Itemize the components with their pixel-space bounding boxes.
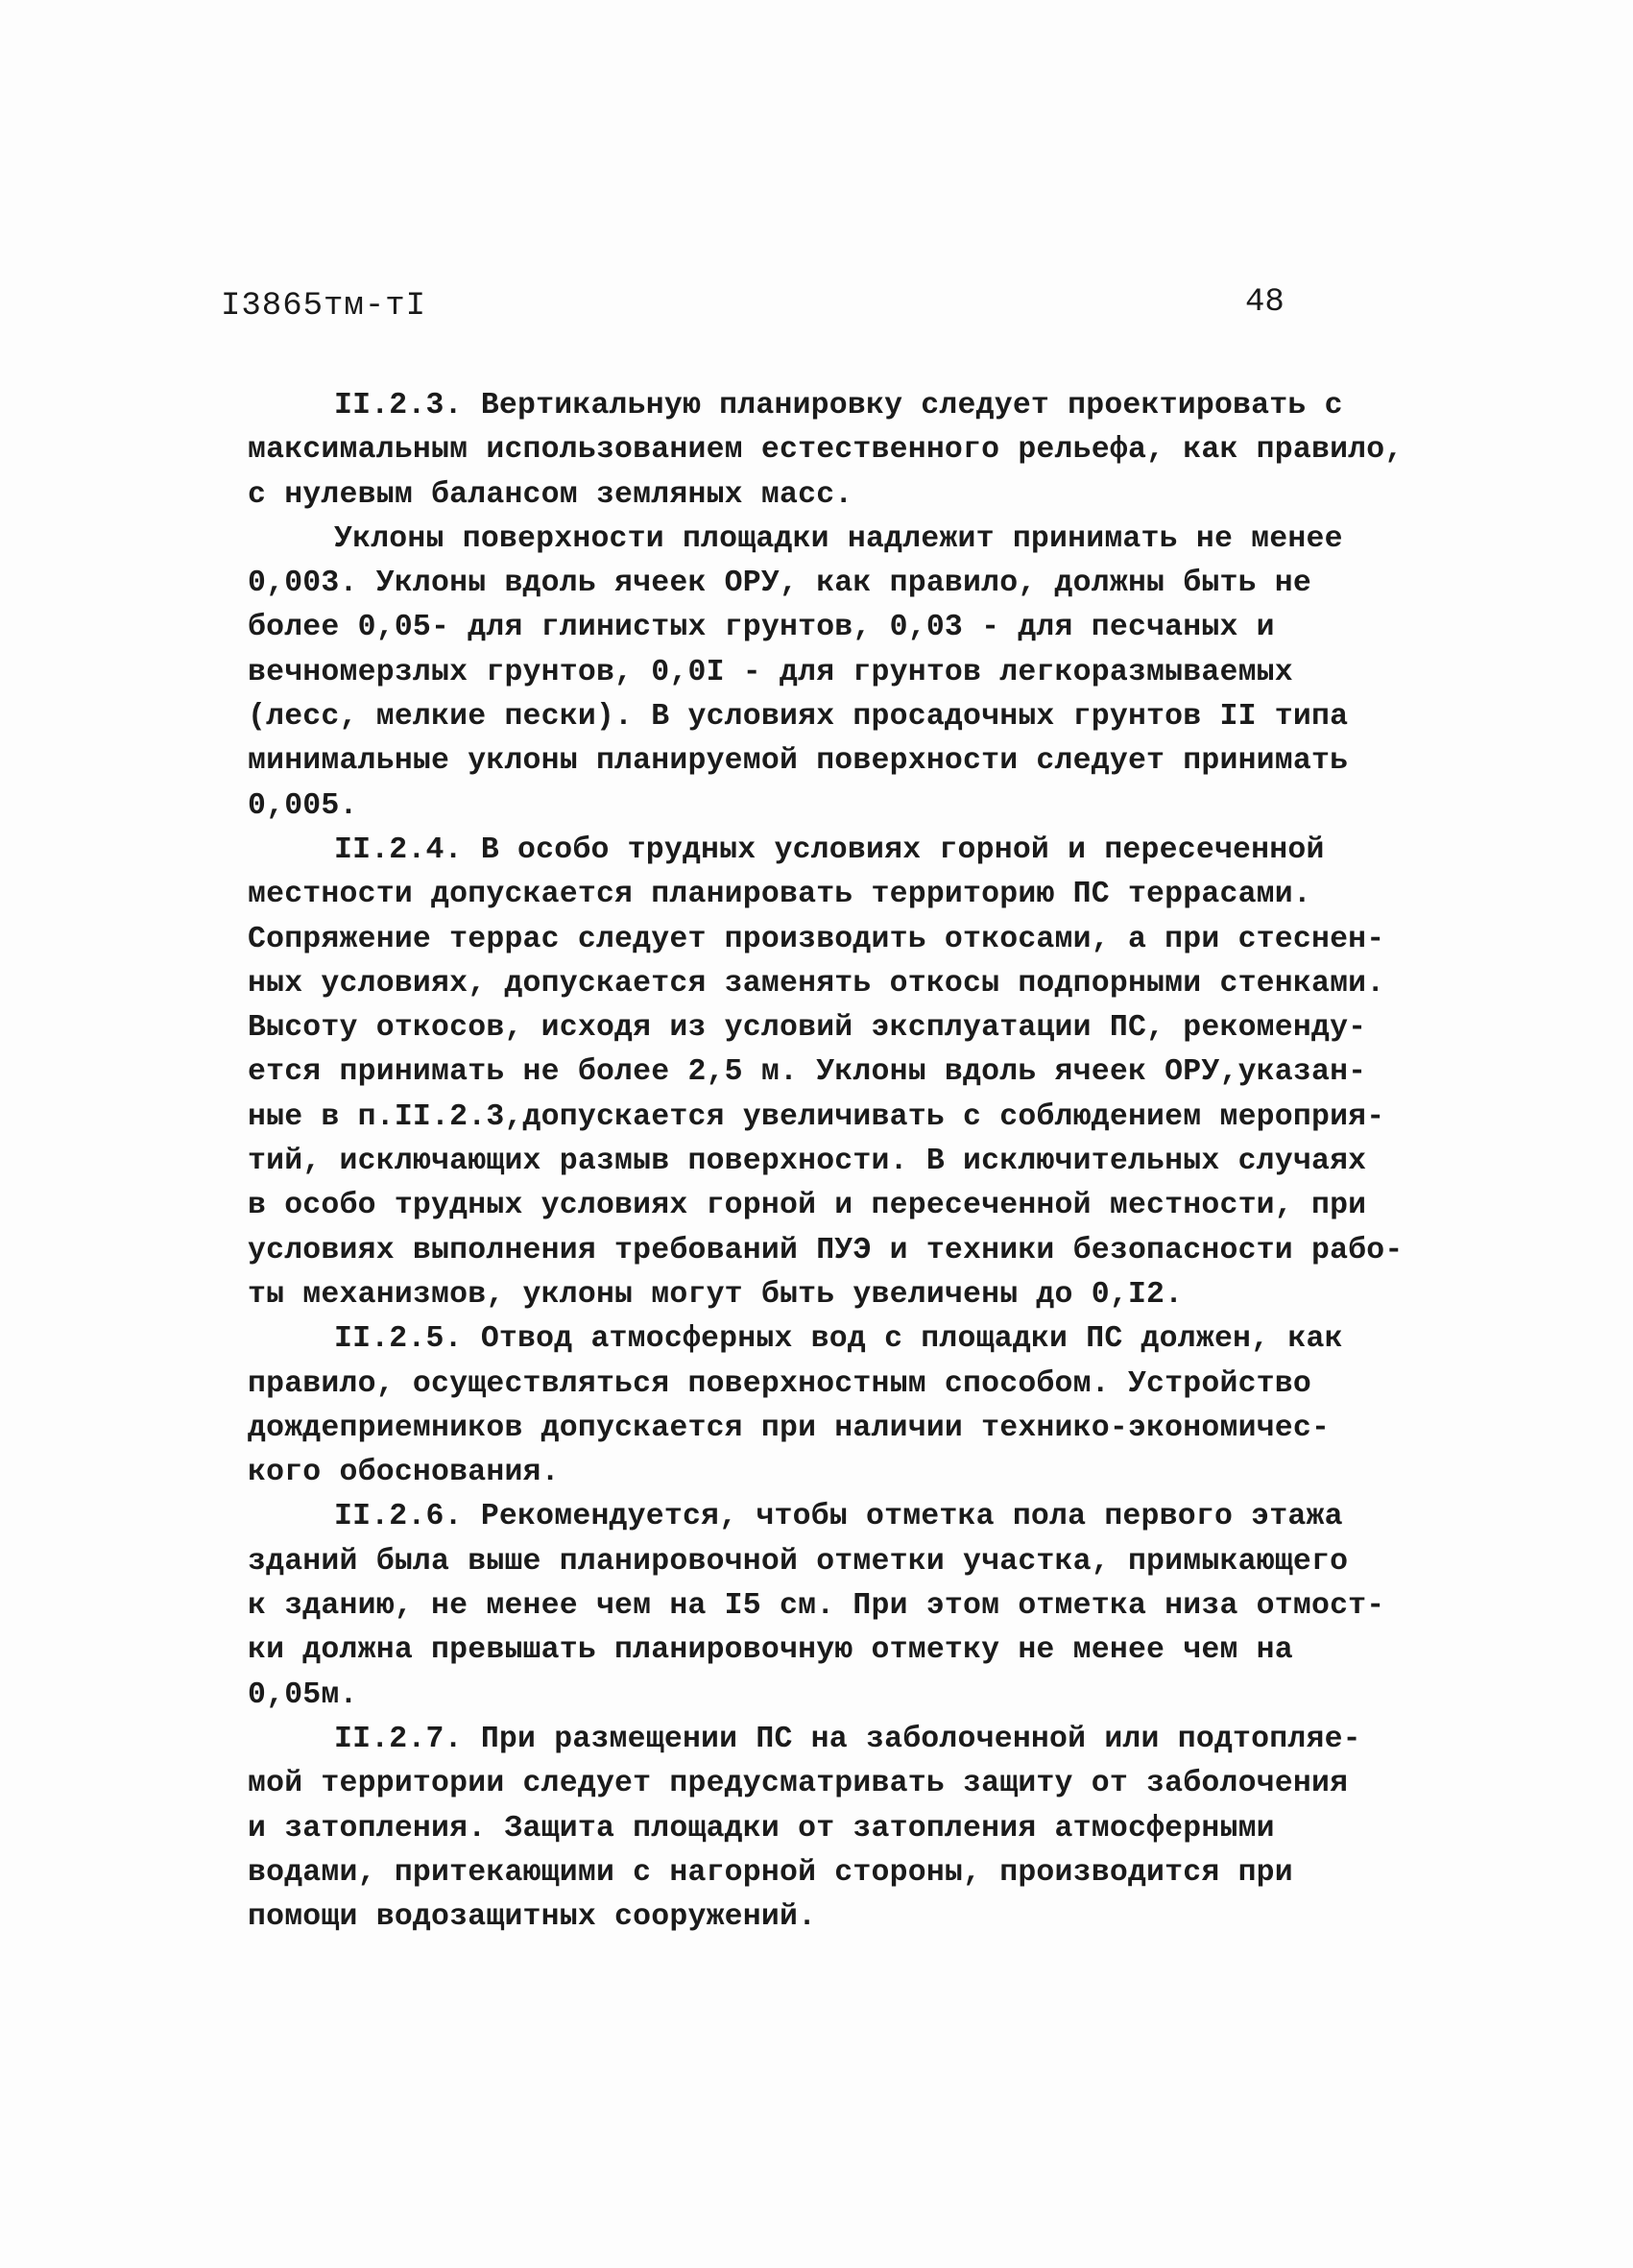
text-line: минимальные уклоны планируемой поверхности следует принимать: [248, 744, 1349, 779]
text-line: условиях выполнения требований ПУЭ и техники безопасности рабо-: [248, 1233, 1404, 1267]
document-code: I3865тм-тI: [221, 288, 427, 325]
text-line: к зданию, не менее чем на I5 см. При этом отметка низа отмост-: [248, 1589, 1385, 1624]
text-line: (лесс, мелкие пески). В условиях просадочных грунтов II типа: [248, 700, 1349, 735]
paragraph-11-2-3: [248, 384, 1429, 518]
text-line: и затопления. Защита площадки от затопления атмосферными: [248, 1811, 1275, 1846]
text-line: с нулевым балансом земляных масс.: [248, 477, 853, 512]
text-line: 0,005.: [248, 788, 358, 823]
text-line: ты механизмов, уклоны могут быть увеличены до 0,I2.: [248, 1277, 1184, 1312]
document-body: [248, 384, 1429, 1940]
text-line: Сопряжение террас следует производить откосами, а при стеснен-: [248, 922, 1385, 956]
text-line: в особо трудных условиях горной и пересеченной местности, при: [248, 1189, 1367, 1223]
text-line: II.2.4. В особо трудных условиях горной и пересеченной: [334, 832, 1325, 867]
text-line: II.2.3. Вертикальную планировку следует проектировать с: [334, 389, 1343, 422]
paragraph-11-2-7: [248, 1718, 1429, 1940]
paragraph-slopes: [248, 518, 1429, 829]
paragraph-11-2-4: [248, 829, 1429, 1317]
text-line: ные в п.II.2.3,допускается увеличивать с соблюдением мероприя-: [248, 1099, 1385, 1134]
text-line: Высоту откосов, исходя из условий эксплуатации ПС, рекоменду-: [248, 1011, 1367, 1046]
text-line: максимальным использованием естественного рельефа, как правило,: [248, 433, 1404, 468]
text-line: помощи водозащитных сооружений.: [248, 1900, 817, 1935]
text-line: ки должна превышать планировочную отметку не менее чем на: [248, 1633, 1293, 1668]
text-line: зданий была выше планировочной отметки участка, примыкающего: [248, 1544, 1349, 1579]
text-line: ных условиях, допускается заменять откосы подпорными стенками.: [248, 966, 1385, 1001]
text-line: местности допускается планировать территорию ПС террасами.: [248, 878, 1311, 912]
paragraph-11-2-6: [248, 1495, 1429, 1717]
text-line: 0,05м.: [248, 1677, 358, 1712]
text-line: ется принимать не более 2,5 м. Уклоны вдоль ячеек ОРУ,указан-: [248, 1055, 1367, 1090]
text-line: 0,003. Уклоны вдоль ячеек ОРУ, как правило, должны быть не: [248, 567, 1311, 601]
text-line: тий, исключающих размыв поверхности. В исключительных случаях: [248, 1145, 1367, 1179]
paragraph-11-2-5: [248, 1317, 1429, 1495]
text-line: более 0,05- для глинистых грунтов, 0,03 - для песчаных и: [248, 611, 1275, 645]
text-line: кого обоснования.: [248, 1456, 560, 1490]
text-line: дождеприемников допускается при наличии технико-экономичес-: [248, 1411, 1331, 1445]
text-line: II.2.6. Рекомендуется, чтобы отметка пола первого этажа: [334, 1500, 1343, 1534]
text-line: мой территории следует предусматривать защиту от заболочения: [248, 1767, 1349, 1801]
page-number: 48: [1245, 284, 1285, 321]
text-line: II.2.7. При размещении ПС на заболоченной или подтопляе-: [334, 1722, 1361, 1756]
text-line: водами, притекающими с нагорной стороны, производится при: [248, 1855, 1293, 1890]
text-line: вечномерзлых грунтов, 0,0I - для грунтов легкоразмываемых: [248, 655, 1293, 689]
text-line: II.2.5. Отвод атмосферных вод с площадки ПС должен, как: [334, 1322, 1343, 1357]
text-line: Уклоны поверхности площадки надлежит принимать не менее: [334, 521, 1343, 556]
text-line: правило, осуществляться поверхностным способом. Устройство: [248, 1366, 1311, 1401]
